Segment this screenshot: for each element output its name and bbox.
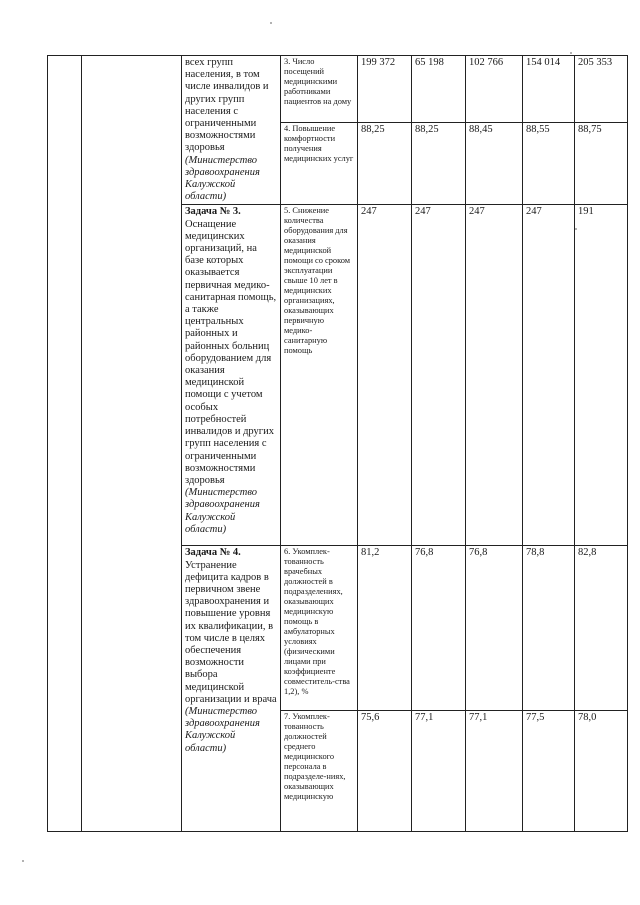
indicator-label: 5. Снижение количества оборудования для оказания медицинской помощи со сроком эксплуатации свыше 10 лет в медицинских организациях, оказывающих первичную медико-санитарную помощь xyxy=(281,205,358,546)
task-body: Устранение дефицита кадров в первичном звене здравоохранения и повышение уровня их квалификации, в том числе в целях обеспечения возможности выбора медицинской организации и врача xyxy=(185,559,277,705)
task-responsible: (Министерство здравоохранения Калужской области) xyxy=(185,706,260,754)
indicator-value: 82,8 xyxy=(575,546,628,711)
task-responsible: (Министерство здравоохранения Калужской области) xyxy=(185,154,260,203)
task-cell xyxy=(182,56,281,205)
task-heading: Задача № 4. xyxy=(185,547,241,559)
indicator-label: 6. Укомплек-тованность врачебных должностей в подразделениях, оказывающих медицинскую помощь в амбулаторных условиях (физическими лицами при коэффициенте совместитель-ства 1,2), % xyxy=(281,546,358,711)
indicator-value: 88,25 xyxy=(412,122,466,205)
empty-cell xyxy=(48,56,82,832)
indicator-value: 247 xyxy=(466,205,523,546)
indicator-value: 75,6 xyxy=(358,711,412,832)
indicator-value: 247 xyxy=(358,205,412,546)
task-heading: Задача № 3. xyxy=(185,206,241,218)
task-responsible: (Министерство здравоохранения Калужской области) xyxy=(185,487,260,535)
indicator-value: 76,8 xyxy=(466,546,523,711)
scan-speck xyxy=(22,860,24,862)
indicator-value: 247 xyxy=(412,205,466,546)
indicator-value: 247 xyxy=(523,205,575,546)
indicator-value: 102 766 xyxy=(466,56,523,123)
task-body: Оснащение медицинских организаций, на базе которых оказывается первичная медико-санитарная помощь, а также центральных районных и районных больниц оборудованием для оказания медицинской помощи с учетом особых потребностей инвалидов и других групп населения с ограниченными возможностями здоровья xyxy=(185,218,277,486)
indicator-value: 77,5 xyxy=(523,711,575,832)
indicator-value: 77,1 xyxy=(412,711,466,832)
indicator-value: 78,0 xyxy=(575,711,628,832)
indicator-label: 3. Число посещений медицинскими работниками пациентов на дому xyxy=(281,56,358,123)
indicator-value: 81,2 xyxy=(358,546,412,711)
indicator-value: 77,1 xyxy=(466,711,523,832)
indicator-value: 88,45 xyxy=(466,122,523,205)
indicator-value: 191 xyxy=(575,205,628,546)
indicator-value: 78,8 xyxy=(523,546,575,711)
indicator-value: 88,25 xyxy=(358,122,412,205)
task-cell xyxy=(182,205,281,546)
indicator-label: 4. Повышение комфортности получения медицинских услуг xyxy=(281,122,358,205)
scan-speck xyxy=(270,22,272,24)
indicator-value: 205 353 xyxy=(575,56,628,123)
empty-cell xyxy=(82,56,182,832)
task-body: всех групп населения, в том числе инвалидов и других групп населения с ограниченными возможностями здоровья xyxy=(185,57,269,154)
scan-speck xyxy=(570,52,572,54)
indicator-label: 7. Укомплек-тованность должностей среднего медицинского персонала в подразделе-ниях, оказывающих медицинскую xyxy=(281,711,358,832)
indicator-value: 88,55 xyxy=(523,122,575,205)
indicator-value: 88,75 xyxy=(575,122,628,205)
indicator-value: 76,8 xyxy=(412,546,466,711)
indicator-value: 199 372 xyxy=(358,56,412,123)
indicator-value: 154 014 xyxy=(523,56,575,123)
indicator-value: 65 198 xyxy=(412,56,466,123)
task-cell xyxy=(182,546,281,832)
table-row xyxy=(48,56,628,123)
indicators-table xyxy=(47,55,628,832)
